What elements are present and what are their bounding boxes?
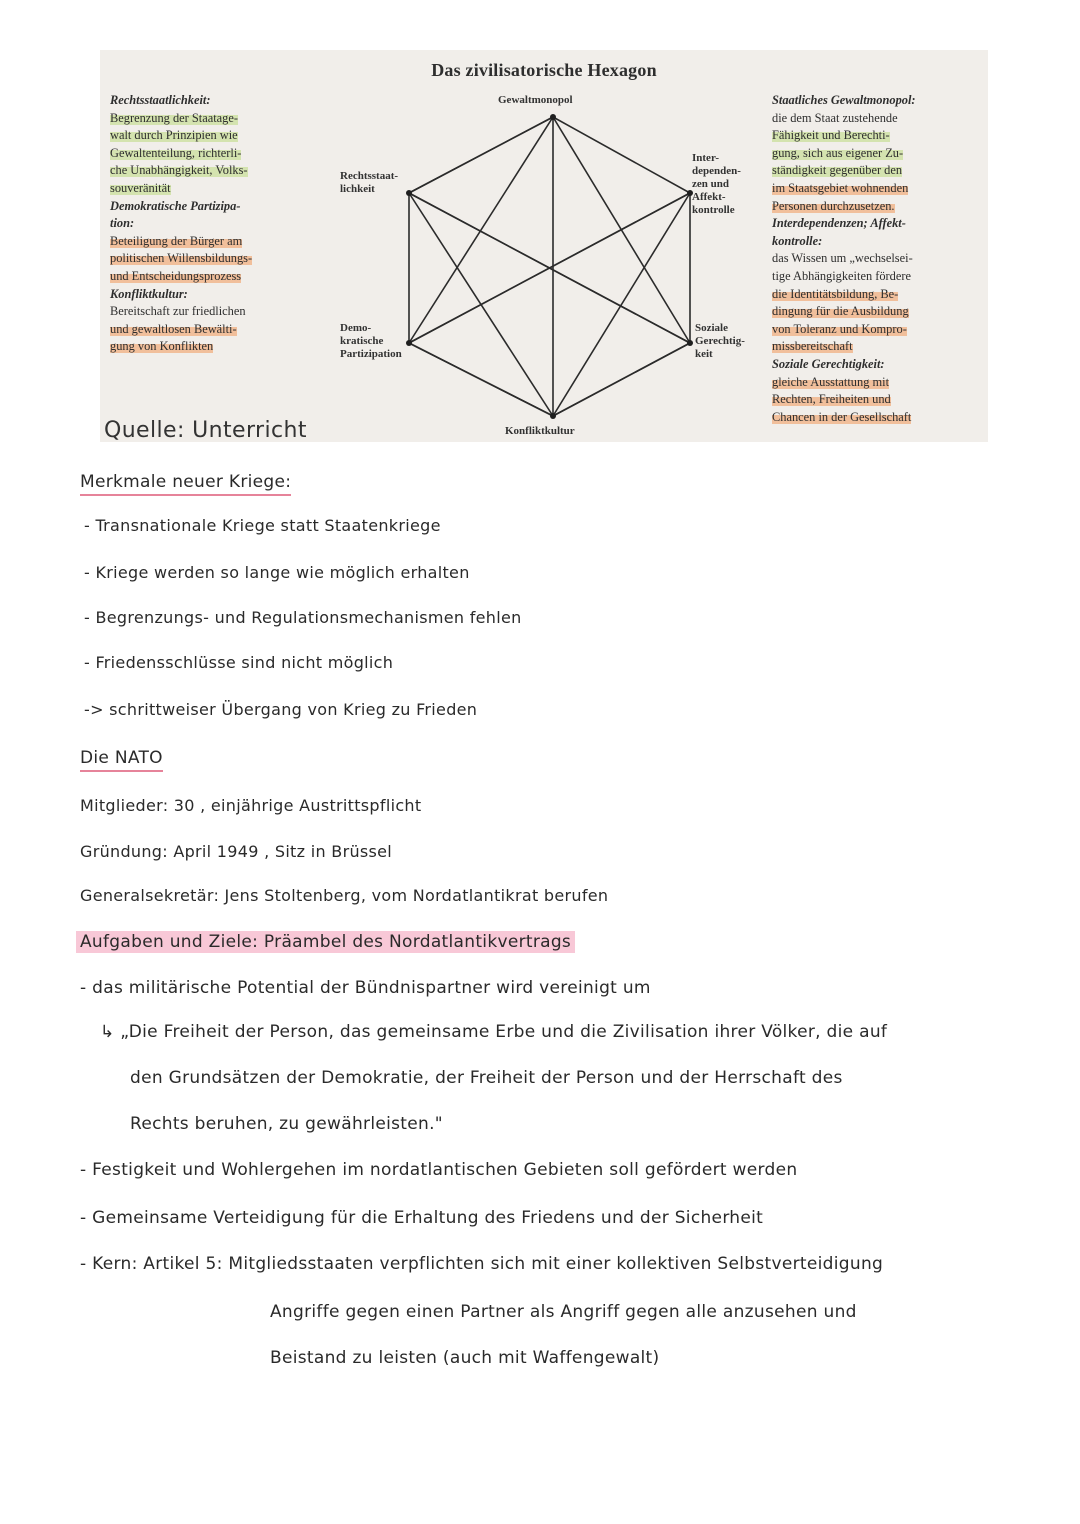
figure-right-text [772, 92, 986, 426]
hexagon-diagonal [409, 193, 553, 416]
vertex-dot [687, 340, 693, 346]
right-line: Rechten, Freiheiten und [772, 392, 891, 407]
aims-item: - das militärische Potential der Bündnispartner wird vereinigt um [80, 978, 651, 998]
left-head-partizipation: Demokratische Partizipa- [110, 198, 241, 213]
nato-heading-text: Die NATO [80, 748, 163, 772]
aims-item: - Festigkeit und Wohlergehen im nordatlantischen Gebieten soll gefördert werden [80, 1160, 798, 1180]
wars-item: - Friedensschlüsse sind nicht möglich [84, 653, 394, 672]
aims-item-continued: Angriffe gegen einen Partner als Angriff gegen alle anzusehen und [270, 1302, 857, 1322]
left-head-partizipation-2: tion: [110, 216, 135, 231]
right-line: das Wissen um „wechselsei- [772, 251, 913, 266]
node-label-line: Partizipation [340, 348, 402, 360]
wars-item: -> schrittweiser Übergang von Krieg zu Frieden [84, 700, 478, 719]
left-head-rechtsstaat: Rechtsstaatlichkeit: [110, 93, 211, 107]
nato-fact: Mitglieder: 30 , einjährige Austrittspflicht [80, 796, 422, 815]
node-label-konfliktkultur: Konfliktkultur [505, 425, 575, 437]
hexagon-edges [409, 117, 690, 416]
node-label-partizipation [340, 322, 402, 361]
aims-quote-line: ↳ „Die Freiheit der Person, das gemeinsame Erbe und die Zivilisation ihrer Völker, die auf [100, 1022, 888, 1042]
nato-fact: Generalsekretär: Jens Stoltenberg, vom Nordatlantikrat berufen [80, 886, 609, 905]
right-head-interdependenz: Interdependenzen; Affekt- [772, 216, 906, 231]
hexagon-figure [100, 50, 988, 442]
left-line: und Entscheidungsprozess [110, 268, 242, 283]
vertex-dot [550, 114, 556, 120]
left-line: und gewaltlosen Bewälti- [110, 321, 237, 336]
right-line: missbereitschaft [772, 339, 853, 354]
node-label-line: dependen- [692, 165, 741, 177]
node-label-line: Demo- [340, 322, 372, 334]
hexagon-diagonal [409, 117, 553, 193]
vertex-dot [406, 340, 412, 346]
source-note: Quelle: Unterricht [104, 418, 307, 442]
left-line: gung von Konflikten [110, 339, 214, 354]
vertex-dot [550, 413, 556, 419]
aims-heading-text: Aufgaben und Ziele: Präambel des Nordatlantikvertrags [76, 931, 575, 953]
left-line: che Unabhängigkeit, Volks- [110, 163, 248, 178]
right-line: dingung für die Ausbildung [772, 304, 909, 319]
right-head-gerechtigkeit: Soziale Gerechtigkeit: [772, 356, 885, 371]
node-label-line: Soziale [695, 322, 728, 334]
right-line: ständigkeit gegenüber den [772, 163, 903, 178]
aims-item: - Gemeinsame Verteidigung für die Erhaltung des Friedens und der Sicherheit [80, 1208, 764, 1228]
hexagon-diagonal [553, 193, 690, 416]
right-line: von Toleranz und Kompro- [772, 321, 907, 336]
aims-heading [76, 932, 575, 952]
hexagon-diagonal [553, 343, 690, 416]
right-line: im Staatsgebiet wohnenden [772, 180, 909, 195]
aims-item: - Kern: Artikel 5: Mitgliedsstaaten verpflichten sich mit einer kollektiven Selbstverteidigung [80, 1254, 884, 1274]
left-line: walt durch Prinzipien wie [110, 128, 238, 143]
left-line: Beteiligung der Bürger am [110, 233, 243, 248]
node-label-line: kratische [340, 335, 384, 347]
hexagon-vertices [406, 114, 693, 419]
hexagon-outline [409, 117, 690, 416]
node-label-line: Affekt- [692, 191, 726, 203]
left-line: Gewaltenteilung, richterli- [110, 145, 242, 160]
node-label-gewaltmonopol: Gewaltmonopol [498, 94, 573, 106]
node-label-line: Inter- [692, 152, 720, 164]
right-line: tige Abhängigkeiten fördere [772, 268, 912, 283]
node-label-line: keit [695, 348, 713, 360]
nato-heading [80, 748, 163, 768]
left-line: politischen Willensbildungs- [110, 251, 253, 266]
right-head-interdependenz-2: kontrolle: [772, 233, 823, 248]
right-line: die Identitätsbildung, Be- [772, 286, 899, 301]
right-line: Fähigkeit und Berechti- [772, 128, 890, 143]
hexagon-diagonal [409, 343, 553, 416]
right-head-gewaltmonopol: Staatliches Gewaltmonopol: [772, 93, 916, 107]
node-label-line: kontrolle [692, 204, 735, 216]
left-line: Bereitschaft zur friedlichen [110, 304, 246, 319]
node-label-gerechtigkeit [695, 322, 745, 361]
left-head-konflikt: Konfliktkultur: [110, 286, 188, 301]
aims-quote-line: den Grundsätzen der Demokratie, der Freiheit der Person und der Herrschaft des [130, 1068, 843, 1088]
aims-quote-line: Rechts beruhen, zu gewährleisten." [130, 1114, 443, 1134]
wars-heading [80, 472, 291, 492]
wars-item: - Transnationale Kriege statt Staatenkriege [84, 516, 441, 535]
aims-item-continued: Beistand zu leisten (auch mit Waffengewalt) [270, 1348, 660, 1368]
figure-title: Das zivilisatorische Hexagon [431, 60, 657, 80]
wars-heading-text: Merkmale neuer Kriege: [80, 472, 291, 496]
right-line: Chancen in der Gesellschaft [772, 409, 912, 424]
right-line: die dem Staat zustehende [772, 110, 898, 125]
wars-item: - Kriege werden so lange wie möglich erhalten [84, 563, 470, 582]
right-line: gleiche Ausstattung mit [772, 374, 890, 389]
right-line: gung, sich aus eigener Zu- [772, 145, 904, 160]
left-line: souveränität [110, 180, 171, 195]
wars-item: - Begrenzungs- und Regulationsmechanismen fehlen [84, 608, 522, 627]
node-label-interdependenz [692, 152, 741, 217]
right-line: Personen durchzusetzen. [772, 198, 895, 213]
vertex-dot [406, 190, 412, 196]
left-line: Begrenzung der Staatage- [110, 110, 238, 125]
node-label-rechtsstaat [340, 170, 398, 196]
nato-fact: Gründung: April 1949 , Sitz in Brüssel [80, 842, 393, 861]
hexagon-diagonal [409, 117, 553, 343]
node-label-line: Rechtsstaat- [340, 170, 399, 182]
node-label-line: Gerechtig- [695, 335, 745, 347]
node-label-line: zen und [692, 178, 729, 190]
node-label-line: lichkeit [340, 183, 375, 195]
